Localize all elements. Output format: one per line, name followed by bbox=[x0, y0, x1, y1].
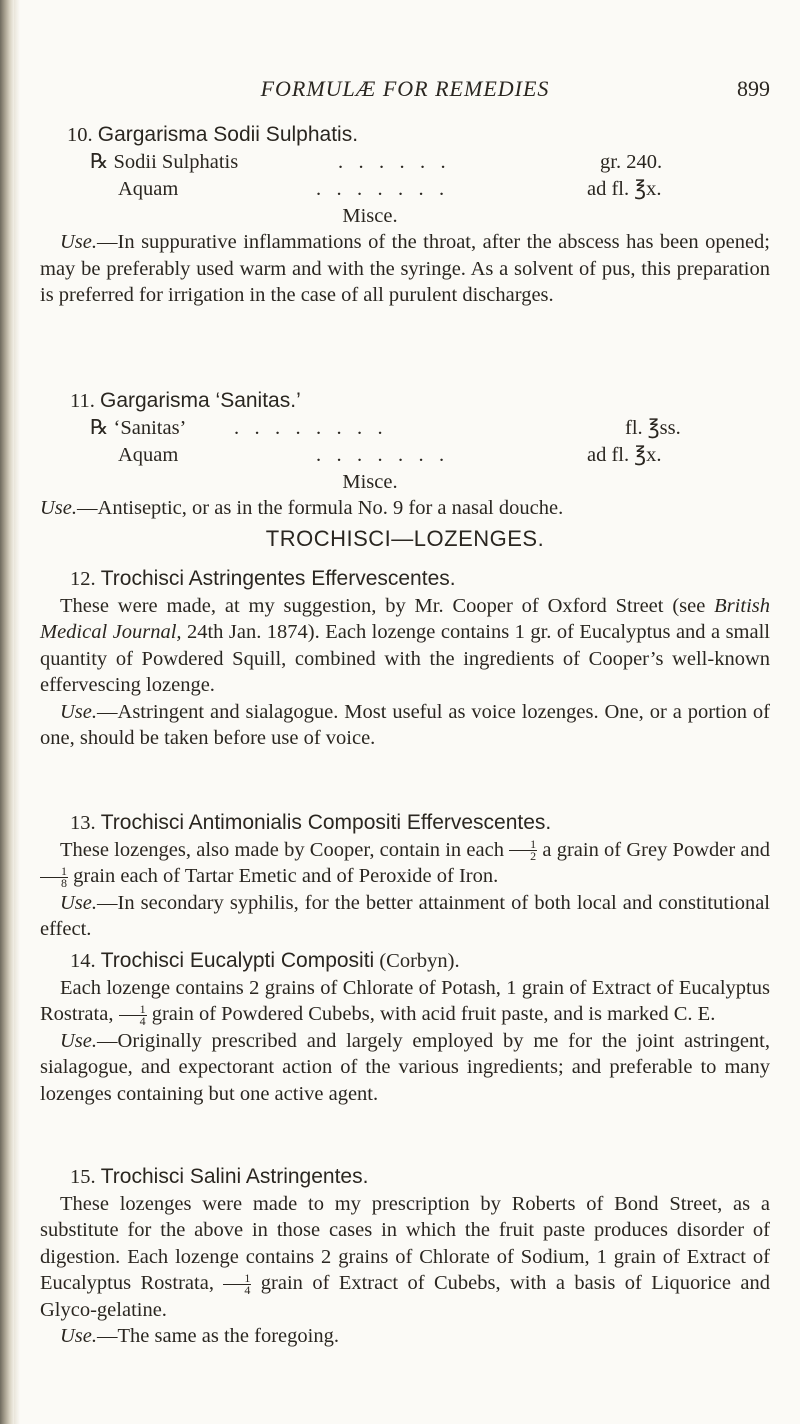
section-heading: TROCHISCI—LOZENGES. bbox=[265, 526, 545, 551]
use-paragraph bbox=[40, 1028, 770, 1108]
use-text: —In suppurative inflammations of the throat, after the abscess has been opened; may be preferably used warm and with the syringe. As a solvent of pus, this preparation is preferred for irrigation in the case of all purulent discharges. bbox=[40, 231, 770, 306]
entry-number: 15. bbox=[70, 1166, 96, 1188]
fraction-eighth: $\frac{1}{8}$ bbox=[40, 866, 68, 889]
body-text: grain each of Tartar Emetic and of Peroxide of Iron. bbox=[73, 865, 499, 887]
body-text: grain of Extract of Cubebs, with a basis of Liquorice and Glyco-gelatine. bbox=[40, 1272, 770, 1321]
misce: Misce. bbox=[342, 470, 398, 493]
body-text: These lozenges were made to my prescription by Roberts of Bond Street, as a substitute for the above in those cases in which the fruit paste produces disorder of digestion. Each lozenge contains 2 grains of Chlorate of Sodium, 1 grain of Extract of Eucalyptus Rostrata, bbox=[40, 1192, 770, 1294]
fraction-half: $\frac{1}{2}$ bbox=[509, 839, 537, 862]
fraction-quarter: $\frac{1}{4}$ bbox=[119, 1004, 147, 1027]
use-label: Use. bbox=[60, 231, 98, 253]
use-paragraph bbox=[40, 1323, 770, 1350]
rx-line bbox=[90, 415, 690, 442]
body-text: grain of Powdered Cubebs, with acid fruit paste, and is marked C. E. bbox=[151, 1003, 716, 1025]
use-label: Use. bbox=[40, 497, 78, 519]
running-head bbox=[40, 76, 770, 106]
entry-12-heading bbox=[70, 566, 770, 593]
page-number: 899 bbox=[737, 76, 770, 101]
rx-ingredient: Aquam bbox=[118, 177, 179, 200]
use-text: —Antiseptic, or as in the formula No. 9 for a nasal douche. bbox=[77, 497, 564, 519]
rx-line bbox=[90, 442, 690, 469]
body-text: a grain of Grey Powder and bbox=[542, 838, 770, 861]
rx-amount: ad fl. ℥x. bbox=[587, 443, 662, 466]
leader-dots: . . . . . . bbox=[338, 150, 446, 173]
entry-15 bbox=[40, 1164, 770, 1350]
use-text: —Originally prescribed and largely employed by me for the joint astringent, sialagogue, and expectorant action of the various ingredients; and preferable to many lozenges containing but one active agent. bbox=[40, 1029, 770, 1105]
rx-amount: gr. 240. bbox=[600, 150, 663, 173]
rx-ingredient: ℞ Sodii Sulphatis bbox=[90, 150, 239, 173]
leader-dots: . . . . . . . . bbox=[234, 416, 383, 439]
journal-title: British Medical Journal, bbox=[40, 594, 770, 643]
entry-10 bbox=[40, 122, 770, 309]
entry-11-heading bbox=[70, 388, 770, 415]
use-text: —In secondary syphilis, for the better attainment of both local and constitutional effect. bbox=[40, 891, 770, 940]
use-paragraph bbox=[40, 495, 770, 522]
entry-number: 12. bbox=[70, 568, 96, 590]
body-text: These were made, at my suggestion, by Mr. Cooper of Oxford Street (see bbox=[60, 594, 715, 617]
entry-13 bbox=[40, 810, 770, 943]
book-spine-shadow bbox=[0, 0, 14, 1424]
entry-author: (Corbyn). bbox=[379, 950, 460, 972]
entry-number: 14. bbox=[70, 950, 96, 972]
entry-title: Trochisci Eucalypti Compositi bbox=[100, 949, 375, 972]
entry-title: Gargarisma Sodii Sulphatis. bbox=[97, 123, 359, 146]
rx-line bbox=[90, 176, 690, 203]
entry-number: 13. bbox=[70, 812, 96, 834]
entry-14 bbox=[40, 948, 770, 1107]
body-paragraph bbox=[40, 593, 770, 699]
running-head-title: FORMULÆ FOR REMEDIES bbox=[260, 76, 550, 101]
entry-number: 10. bbox=[67, 124, 93, 146]
use-label: Use. bbox=[60, 1325, 98, 1347]
entry-12 bbox=[40, 566, 770, 752]
use-paragraph bbox=[40, 699, 770, 752]
leader-dots: . . . . . . . bbox=[316, 443, 445, 466]
fraction-quarter: $\frac{1}{4}$ bbox=[223, 1273, 251, 1296]
leader-dots: . . . . . . . bbox=[316, 177, 445, 200]
use-label: Use. bbox=[60, 700, 98, 723]
rx-ingredient: Aquam bbox=[118, 443, 179, 466]
entry-title: Trochisci Antimonialis Compositi Effervescentes. bbox=[100, 811, 552, 834]
use-text: —Astringent and sialagogue. Most useful as voice lozenges. One, or a portion of one, should be taken before use of voice. bbox=[40, 700, 770, 749]
entry-number: 11. bbox=[70, 390, 95, 412]
use-paragraph bbox=[40, 229, 770, 309]
use-paragraph bbox=[40, 890, 770, 943]
rx-ingredient: ℞ ‘Sanitas’ bbox=[90, 416, 187, 439]
body-paragraph bbox=[40, 975, 770, 1028]
misce: Misce. bbox=[342, 204, 398, 227]
prescription bbox=[90, 415, 690, 496]
entry-10-heading bbox=[67, 122, 770, 149]
entry-14-heading bbox=[70, 948, 770, 975]
prescription bbox=[90, 149, 690, 230]
entry-11 bbox=[40, 388, 770, 522]
body-text: 24th Jan. 1874). Each lozenge contains 1 gr. of Eucalyptus and a small quantity of Powdered Squill, combined with the ingredients of Cooper’s well-known effervescing lozenge. bbox=[40, 621, 770, 696]
body-text: These lozenges, also made by Cooper, contain in each bbox=[60, 838, 504, 861]
entry-title: Trochisci Astringentes Effervescentes. bbox=[100, 567, 456, 590]
entry-title: Trochisci Salini Astringentes. bbox=[100, 1165, 369, 1188]
body-text: Each lozenge contains 2 grains of Chlorate of Potash, 1 grain of Extract of Eucalyptus Rostrata, bbox=[40, 976, 770, 1025]
entry-15-heading bbox=[70, 1164, 770, 1191]
entry-title: Gargarisma ‘Sanitas.’ bbox=[100, 389, 301, 412]
use-text: —The same as the foregoing. bbox=[97, 1325, 339, 1347]
rx-amount: fl. ℥ss. bbox=[625, 416, 681, 439]
body-paragraph bbox=[40, 1191, 770, 1324]
use-label: Use. bbox=[60, 1029, 98, 1052]
body-paragraph bbox=[40, 837, 770, 890]
entry-13-heading bbox=[70, 810, 770, 837]
page-gutter bbox=[14, 0, 20, 1424]
use-label: Use. bbox=[60, 891, 98, 914]
rx-line bbox=[90, 149, 690, 176]
rx-amount: ad fl. ℥x. bbox=[587, 177, 662, 200]
